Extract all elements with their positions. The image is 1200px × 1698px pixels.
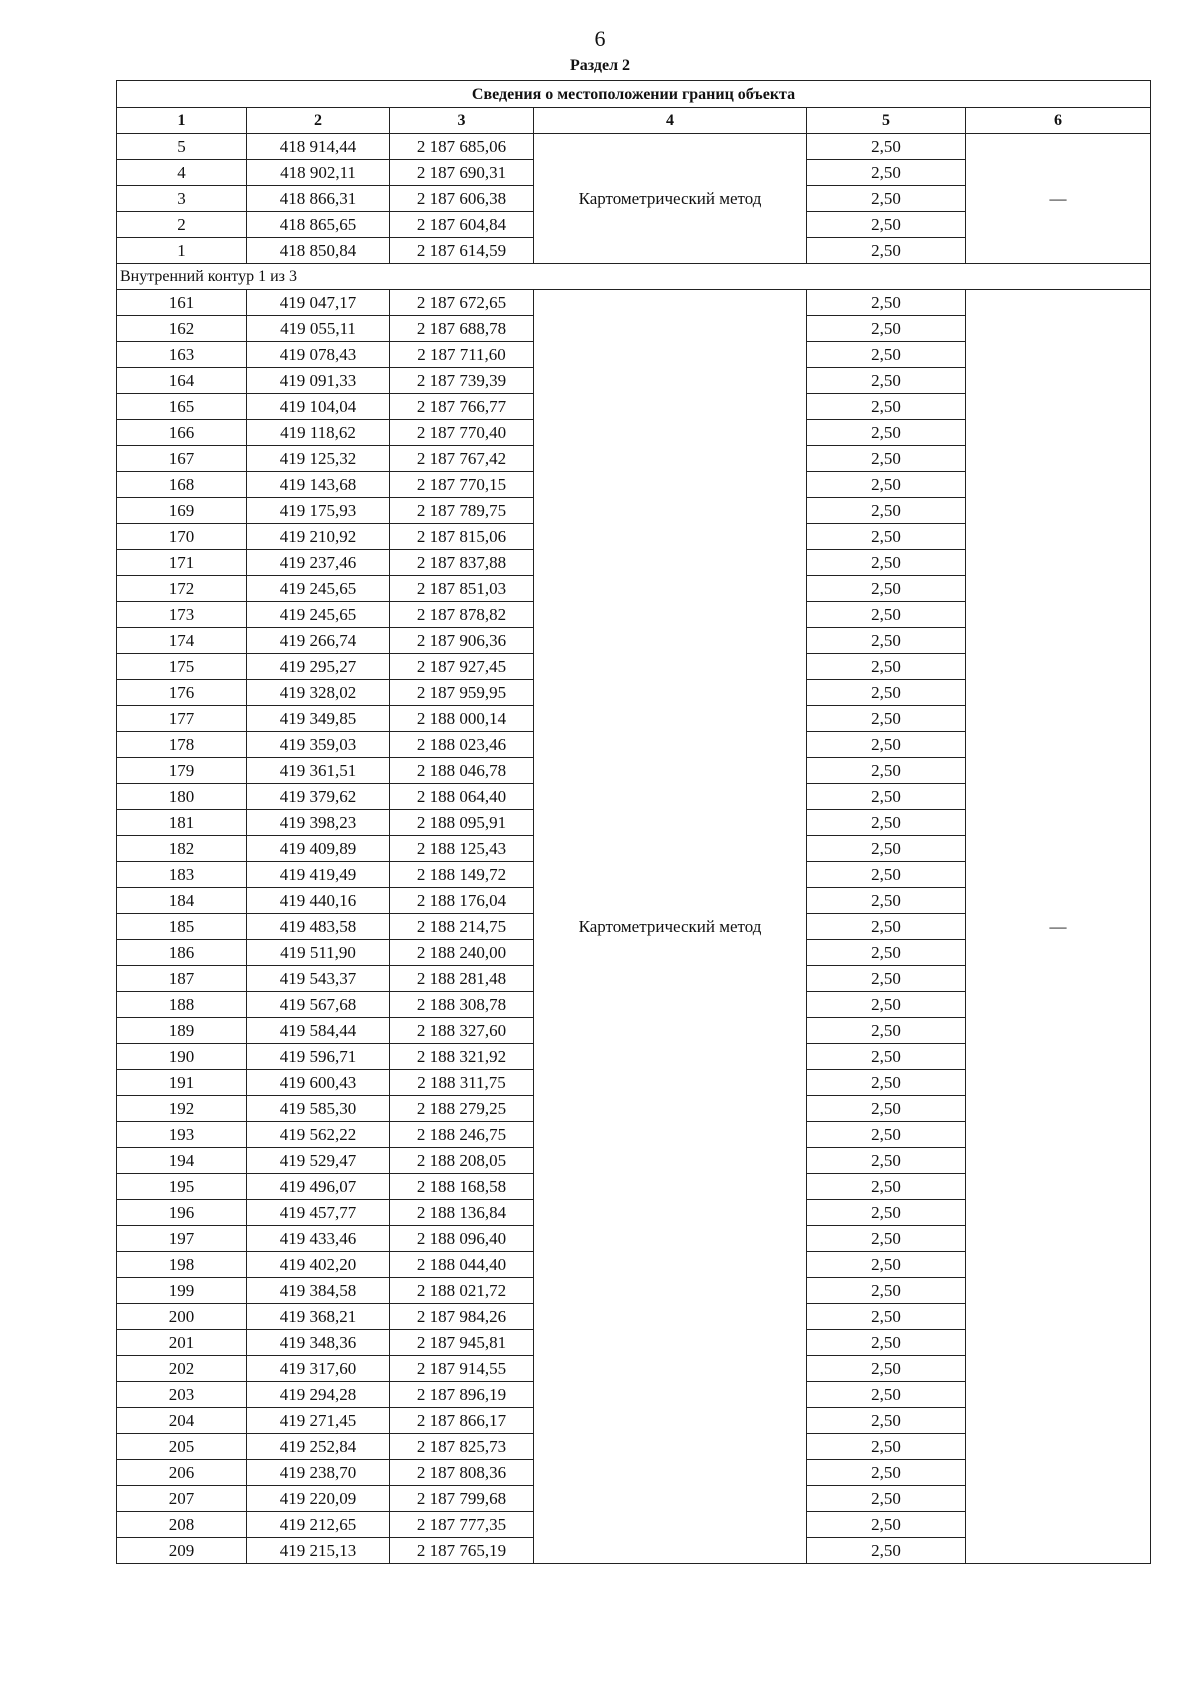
x-coordinate-cell: 419 238,70 [247,1460,390,1486]
x-coordinate-cell: 419 496,07 [247,1174,390,1200]
point-number-cell: 179 [117,758,247,784]
y-coordinate-cell: 2 188 327,60 [390,1018,534,1044]
point-number-cell: 178 [117,732,247,758]
point-number-cell: 173 [117,602,247,628]
x-coordinate-cell: 419 600,43 [247,1070,390,1096]
x-coordinate-cell: 419 295,27 [247,654,390,680]
point-number-cell: 163 [117,342,247,368]
y-coordinate-cell: 2 188 064,40 [390,784,534,810]
x-coordinate-cell: 419 237,46 [247,550,390,576]
x-coordinate-cell: 419 047,17 [247,290,390,316]
point-number-cell: 5 [117,134,247,160]
x-coordinate-cell: 419 567,68 [247,992,390,1018]
point-number-cell: 186 [117,940,247,966]
accuracy-cell: 2,50 [807,394,966,420]
y-coordinate-cell: 2 187 984,26 [390,1304,534,1330]
accuracy-cell: 2,50 [807,290,966,316]
x-coordinate-cell: 419 212,65 [247,1512,390,1538]
accuracy-cell: 2,50 [807,1226,966,1252]
y-coordinate-cell: 2 187 766,77 [390,394,534,420]
accuracy-cell: 2,50 [807,550,966,576]
column-number: 2 [247,108,390,134]
y-coordinate-cell: 2 188 208,05 [390,1148,534,1174]
y-coordinate-cell: 2 187 878,82 [390,602,534,628]
accuracy-cell: 2,50 [807,316,966,342]
x-coordinate-cell: 419 585,30 [247,1096,390,1122]
x-coordinate-cell: 419 562,22 [247,1122,390,1148]
y-coordinate-cell: 2 187 837,88 [390,550,534,576]
y-coordinate-cell: 2 188 136,84 [390,1200,534,1226]
y-coordinate-cell: 2 187 688,78 [390,316,534,342]
point-number-cell: 169 [117,498,247,524]
point-number-cell: 206 [117,1460,247,1486]
y-coordinate-cell: 2 187 690,31 [390,160,534,186]
point-number-cell: 203 [117,1382,247,1408]
point-number-cell: 204 [117,1408,247,1434]
x-coordinate-cell: 419 245,65 [247,602,390,628]
accuracy-cell: 2,50 [807,524,966,550]
accuracy-cell: 2,50 [807,628,966,654]
point-number-cell: 165 [117,394,247,420]
y-coordinate-cell: 2 188 321,92 [390,1044,534,1070]
point-number-cell: 199 [117,1278,247,1304]
accuracy-cell: 2,50 [807,1460,966,1486]
x-coordinate-cell: 419 215,13 [247,1538,390,1564]
point-number-cell: 196 [117,1200,247,1226]
x-coordinate-cell: 419 398,23 [247,810,390,836]
y-coordinate-cell: 2 188 176,04 [390,888,534,914]
x-coordinate-cell: 419 543,37 [247,966,390,992]
y-coordinate-cell: 2 188 311,75 [390,1070,534,1096]
accuracy-cell: 2,50 [807,1486,966,1512]
x-coordinate-cell: 419 091,33 [247,368,390,394]
point-number-cell: 191 [117,1070,247,1096]
point-number-cell: 181 [117,810,247,836]
x-coordinate-cell: 419 317,60 [247,1356,390,1382]
y-coordinate-cell: 2 188 246,75 [390,1122,534,1148]
column-number: 6 [966,108,1151,134]
x-coordinate-cell: 419 078,43 [247,342,390,368]
accuracy-cell: 2,50 [807,758,966,784]
x-coordinate-cell: 419 175,93 [247,498,390,524]
y-coordinate-cell: 2 187 906,36 [390,628,534,654]
accuracy-cell: 2,50 [807,914,966,940]
column-number: 1 [117,108,247,134]
x-coordinate-cell: 419 359,03 [247,732,390,758]
x-coordinate-cell: 419 529,47 [247,1148,390,1174]
y-coordinate-cell: 2 187 711,60 [390,342,534,368]
table-title-row [117,81,1151,108]
point-number-cell: 205 [117,1434,247,1460]
y-coordinate-cell: 2 188 095,91 [390,810,534,836]
y-coordinate-cell: 2 187 739,39 [390,368,534,394]
x-coordinate-cell: 419 118,62 [247,420,390,446]
y-coordinate-cell: 2 187 914,55 [390,1356,534,1382]
column-number: 3 [390,108,534,134]
y-coordinate-cell: 2 188 281,48 [390,966,534,992]
column-number: 4 [534,108,807,134]
table-title: Сведения о местоположении границ объекта [117,81,1151,108]
point-number-cell: 172 [117,576,247,602]
table-row [117,134,1151,160]
accuracy-cell: 2,50 [807,186,966,212]
accuracy-cell: 2,50 [807,472,966,498]
y-coordinate-cell: 2 188 023,46 [390,732,534,758]
x-coordinate-cell: 419 220,09 [247,1486,390,1512]
point-number-cell: 182 [117,836,247,862]
accuracy-cell: 2,50 [807,654,966,680]
accuracy-cell: 2,50 [807,1408,966,1434]
accuracy-cell: 2,50 [807,706,966,732]
accuracy-cell: 2,50 [807,602,966,628]
accuracy-cell: 2,50 [807,1434,966,1460]
x-coordinate-cell: 419 384,58 [247,1278,390,1304]
y-coordinate-cell: 2 187 808,36 [390,1460,534,1486]
column-number-row [117,108,1151,134]
accuracy-cell: 2,50 [807,1512,966,1538]
point-number-cell: 202 [117,1356,247,1382]
point-number-cell: 170 [117,524,247,550]
x-coordinate-cell: 419 252,84 [247,1434,390,1460]
accuracy-cell: 2,50 [807,1070,966,1096]
point-number-cell: 193 [117,1122,247,1148]
boundary-table [116,80,1151,1564]
point-number-cell: 189 [117,1018,247,1044]
x-coordinate-cell: 419 055,11 [247,316,390,342]
accuracy-cell: 2,50 [807,1018,966,1044]
point-number-cell: 201 [117,1330,247,1356]
accuracy-cell: 2,50 [807,342,966,368]
x-coordinate-cell: 418 902,11 [247,160,390,186]
y-coordinate-cell: 2 187 945,81 [390,1330,534,1356]
x-coordinate-cell: 418 850,84 [247,238,390,264]
accuracy-cell: 2,50 [807,862,966,888]
x-coordinate-cell: 419 368,21 [247,1304,390,1330]
point-number-cell: 195 [117,1174,247,1200]
x-coordinate-cell: 419 348,36 [247,1330,390,1356]
point-number-cell: 2 [117,212,247,238]
point-number-cell: 168 [117,472,247,498]
y-coordinate-cell: 2 187 604,84 [390,212,534,238]
accuracy-cell: 2,50 [807,1122,966,1148]
y-coordinate-cell: 2 188 168,58 [390,1174,534,1200]
x-coordinate-cell: 419 266,74 [247,628,390,654]
accuracy-cell: 2,50 [807,1096,966,1122]
accuracy-cell: 2,50 [807,498,966,524]
y-coordinate-cell: 2 188 214,75 [390,914,534,940]
accuracy-cell: 2,50 [807,1330,966,1356]
accuracy-cell: 2,50 [807,1356,966,1382]
accuracy-cell: 2,50 [807,212,966,238]
accuracy-cell: 2,50 [807,576,966,602]
y-coordinate-cell: 2 187 851,03 [390,576,534,602]
accuracy-cell: 2,50 [807,368,966,394]
x-coordinate-cell: 419 440,16 [247,888,390,914]
y-coordinate-cell: 2 187 770,15 [390,472,534,498]
accuracy-cell: 2,50 [807,732,966,758]
x-coordinate-cell: 419 349,85 [247,706,390,732]
accuracy-cell: 2,50 [807,1382,966,1408]
point-number-cell: 4 [117,160,247,186]
y-coordinate-cell: 2 187 777,35 [390,1512,534,1538]
x-coordinate-cell: 418 914,44 [247,134,390,160]
y-coordinate-cell: 2 187 606,38 [390,186,534,212]
x-coordinate-cell: 419 433,46 [247,1226,390,1252]
x-coordinate-cell: 419 294,28 [247,1382,390,1408]
table-row [117,290,1151,316]
y-coordinate-cell: 2 188 149,72 [390,862,534,888]
y-coordinate-cell: 2 188 046,78 [390,758,534,784]
accuracy-cell: 2,50 [807,1174,966,1200]
y-coordinate-cell: 2 187 614,59 [390,238,534,264]
point-number-cell: 177 [117,706,247,732]
point-number-cell: 162 [117,316,247,342]
y-coordinate-cell: 2 188 125,43 [390,836,534,862]
point-number-cell: 188 [117,992,247,1018]
y-coordinate-cell: 2 187 866,17 [390,1408,534,1434]
y-coordinate-cell: 2 187 789,75 [390,498,534,524]
x-coordinate-cell: 419 511,90 [247,940,390,966]
y-coordinate-cell: 2 188 000,14 [390,706,534,732]
point-number-cell: 194 [117,1148,247,1174]
x-coordinate-cell: 419 125,32 [247,446,390,472]
y-coordinate-cell: 2 187 672,65 [390,290,534,316]
accuracy-cell: 2,50 [807,810,966,836]
point-number-cell: 164 [117,368,247,394]
point-number-cell: 184 [117,888,247,914]
point-number-cell: 1 [117,238,247,264]
point-number-cell: 190 [117,1044,247,1070]
accuracy-cell: 2,50 [807,888,966,914]
y-coordinate-cell: 2 187 799,68 [390,1486,534,1512]
x-coordinate-cell: 418 865,65 [247,212,390,238]
point-number-cell: 167 [117,446,247,472]
y-coordinate-cell: 2 187 767,42 [390,446,534,472]
accuracy-cell: 2,50 [807,966,966,992]
x-coordinate-cell: 419 584,44 [247,1018,390,1044]
accuracy-cell: 2,50 [807,1148,966,1174]
page-number: 6 [594,26,606,51]
accuracy-cell: 2,50 [807,1200,966,1226]
point-number-cell: 185 [117,914,247,940]
y-coordinate-cell: 2 187 927,45 [390,654,534,680]
accuracy-cell: 2,50 [807,992,966,1018]
point-number-cell: 175 [117,654,247,680]
accuracy-cell: 2,50 [807,446,966,472]
section-label: Раздел 2 [569,57,631,74]
accuracy-cell: 2,50 [807,940,966,966]
x-coordinate-cell: 419 245,65 [247,576,390,602]
x-coordinate-cell: 419 210,92 [247,524,390,550]
contour-heading-row [117,264,1151,290]
note-cell: — [966,290,1151,1564]
point-number-cell: 192 [117,1096,247,1122]
y-coordinate-cell: 2 187 825,73 [390,1434,534,1460]
contour-heading: Внутренний контур 1 из 3 [117,264,1151,290]
point-number-cell: 161 [117,290,247,316]
point-number-cell: 183 [117,862,247,888]
x-coordinate-cell: 419 361,51 [247,758,390,784]
accuracy-cell: 2,50 [807,680,966,706]
accuracy-cell: 2,50 [807,420,966,446]
point-number-cell: 200 [117,1304,247,1330]
accuracy-cell: 2,50 [807,836,966,862]
point-number-cell: 176 [117,680,247,706]
x-coordinate-cell: 419 483,58 [247,914,390,940]
point-number-cell: 207 [117,1486,247,1512]
method-cell: Картометрический метод [534,290,807,1564]
accuracy-cell: 2,50 [807,238,966,264]
x-coordinate-cell: 419 328,02 [247,680,390,706]
x-coordinate-cell: 418 866,31 [247,186,390,212]
point-number-cell: 166 [117,420,247,446]
y-coordinate-cell: 2 188 096,40 [390,1226,534,1252]
point-number-cell: 171 [117,550,247,576]
point-number-cell: 208 [117,1512,247,1538]
accuracy-cell: 2,50 [807,1278,966,1304]
x-coordinate-cell: 419 419,49 [247,862,390,888]
accuracy-cell: 2,50 [807,1044,966,1070]
point-number-cell: 198 [117,1252,247,1278]
x-coordinate-cell: 419 379,62 [247,784,390,810]
accuracy-cell: 2,50 [807,1304,966,1330]
accuracy-cell: 2,50 [807,1252,966,1278]
y-coordinate-cell: 2 187 685,06 [390,134,534,160]
accuracy-cell: 2,50 [807,1538,966,1564]
point-number-cell: 187 [117,966,247,992]
point-number-cell: 209 [117,1538,247,1564]
x-coordinate-cell: 419 271,45 [247,1408,390,1434]
x-coordinate-cell: 419 104,04 [247,394,390,420]
point-number-cell: 180 [117,784,247,810]
y-coordinate-cell: 2 187 815,06 [390,524,534,550]
accuracy-cell: 2,50 [807,134,966,160]
y-coordinate-cell: 2 187 896,19 [390,1382,534,1408]
y-coordinate-cell: 2 188 279,25 [390,1096,534,1122]
point-number-cell: 3 [117,186,247,212]
y-coordinate-cell: 2 188 044,40 [390,1252,534,1278]
method-cell: Картометрический метод [534,134,807,264]
note-cell: — [966,134,1151,264]
x-coordinate-cell: 419 596,71 [247,1044,390,1070]
point-number-cell: 197 [117,1226,247,1252]
y-coordinate-cell: 2 187 765,19 [390,1538,534,1564]
y-coordinate-cell: 2 188 308,78 [390,992,534,1018]
column-number: 5 [807,108,966,134]
x-coordinate-cell: 419 409,89 [247,836,390,862]
y-coordinate-cell: 2 188 021,72 [390,1278,534,1304]
accuracy-cell: 2,50 [807,160,966,186]
y-coordinate-cell: 2 187 959,95 [390,680,534,706]
y-coordinate-cell: 2 188 240,00 [390,940,534,966]
accuracy-cell: 2,50 [807,784,966,810]
y-coordinate-cell: 2 187 770,40 [390,420,534,446]
x-coordinate-cell: 419 143,68 [247,472,390,498]
x-coordinate-cell: 419 457,77 [247,1200,390,1226]
point-number-cell: 174 [117,628,247,654]
x-coordinate-cell: 419 402,20 [247,1252,390,1278]
